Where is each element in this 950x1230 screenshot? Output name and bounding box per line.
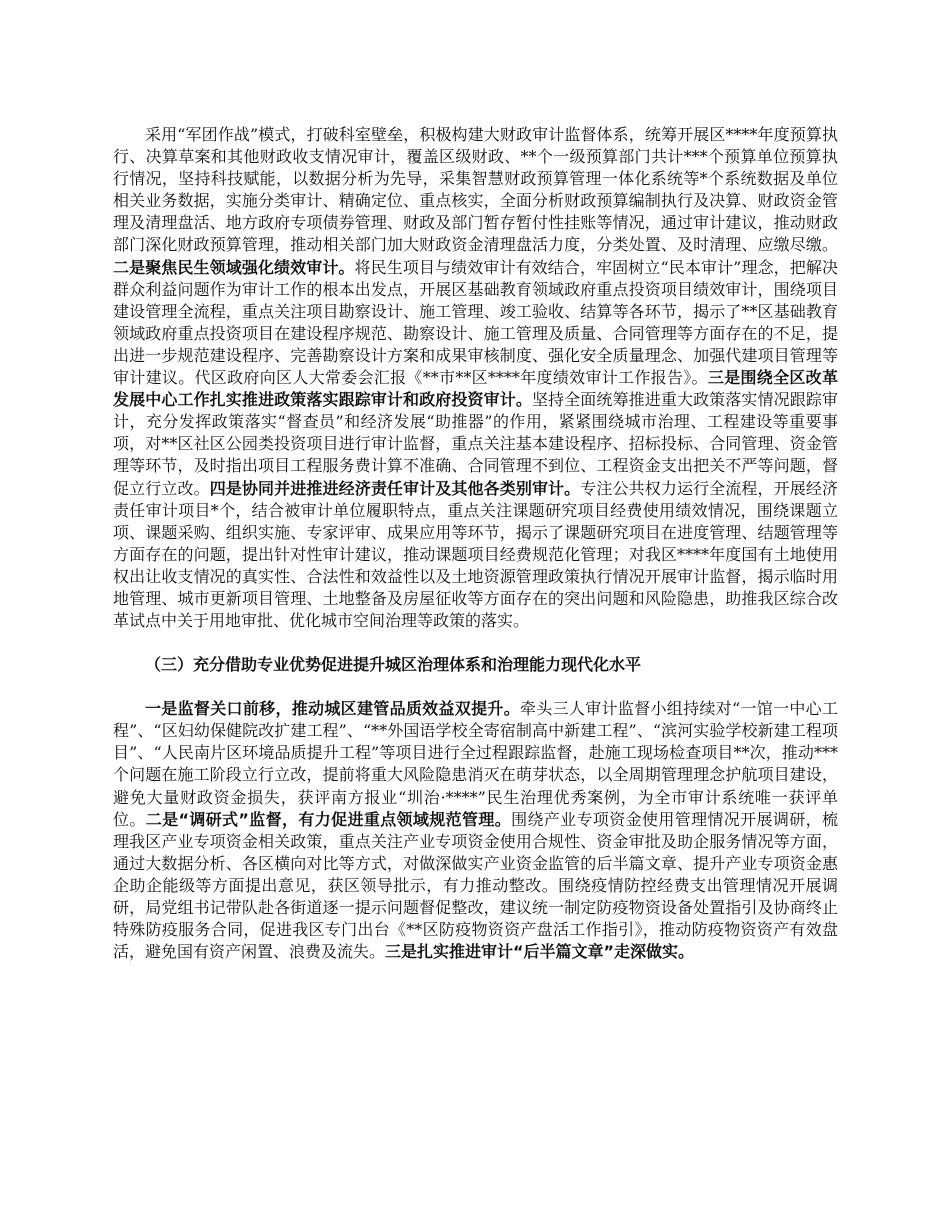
paragraph-text: 将民生项目与绩效审计有效结合，牢固树立“民本审计”理念，把解决群众利益问题作为审计工作的根本出发点，开展区基础教育领域政府重点投资项目绩效审计，围绕项目建设管理全流程，重点关注项目勘察设计、施工管理、竣工验收、结算等各环节，揭示了**区基础教育领域政府重点投资项目在建设程序规范、勘察设计、施工管理及质量、合同管理等方面存在的不足，提出进一步规范建设程序、完善勘察设计方案和成果审核制度、强化安全质量理念、加强代建项目管理等审计建议。代区政府向区人大常委会汇报《**市**区****年度绩效审计工作报告》。 <box>113 257 838 388</box>
paragraph-text: 围绕产业专项资金使用管理情况开展调研，梳理我区产业专项资金相关政策，重点关注产业专项资金使用合规性、资金审批及助企服务情况等方面，通过大数据分析、各区横向对比等方式，对做深做实产业资金监管的后半篇文章、提升产业专项资金惠企助企能级等方面提出意见，获区领导批示，有力推动整改。围绕疫情防控经费支出管理情况开展调研，局党组书记带队赴各街道逐一提示问题督促整改，建议统一制定防疫物资设备处置指引及协商终止特殊防疫服务合同，促进我区专门出台《**区防疫物资资产盘活工作指引》，推动防疫物资资产有效盘活，避免国有资产闲置、浪费及流失。 <box>113 809 838 962</box>
body-paragraph-governance <box>113 698 838 963</box>
bold-lead-follow-up-audit: 三是扎实推进审计“后半篇文章”走深做实。 <box>385 942 695 962</box>
bold-lead-livelihood-performance-audit: 二是聚焦民生领域强化绩效审计。 <box>113 257 355 277</box>
paragraph-text: 坚持全面统筹推进重大政策落实情况跟踪审计，充分发挥政策落实“督查员”和经济发展“助推器”的作用，紧紧围绕城市治理、工程建设等重要事项，对**区社区公园类投资项目进行审计监督，重点关注基本建设程序、招标投标、合同管理、资金管理等环节，及时指出项目工程服务费计算不准确、合同管理不到位、工程资金支出把关不严等问题，督促立行立改。 <box>113 390 838 498</box>
body-paragraph-audit-work <box>113 124 838 632</box>
paragraph-text: 牵头三人审计监督小组持续对“一馆一中心工程”、“区妇幼保健院改扩建工程”、“**外国语学校全寄宿制高中新建工程”、“滨河实验学校新建工程项目”、“人民南片区环境品质提升工程”等项目进行全过程跟踪监督，赴施工现场检查项目**次，推动***个问题在施工阶段立行立改，提前将重大风险隐患消灭在萌芽状态，以全周期管理理念护航项目建设，避免大量财政资金损失，获评南方报业“圳治·****”民生治理优秀案例，为全市审计系统唯一获评单位。 <box>113 699 838 829</box>
bold-lead-policy-tracking-audit: 三是围绕全区改革发展中心工作扎实推进政策落实跟踪审计和政府投资审计。 <box>113 368 838 410</box>
bold-lead-research-supervision: 二是“调研式”监督，有力促进重点领域规范管理。 <box>145 809 512 829</box>
bold-lead-supervision-forward: 一是监督关口前移，推动城区建管品质效益双提升。 <box>145 699 521 719</box>
bold-lead-economic-responsibility-audit: 四是协同并进推进经济责任审计及其他各类别审计。 <box>209 478 581 498</box>
paragraph-text: 采用“军团作战”模式，打破科室壁垒，积极构建大财政审计监督体系，统筹开展区****年度预算执行、决算草案和其他财政收支情况审计，覆盖区级财政、**个一级预算部门共计***个预算单位预算执行情况，坚持科技赋能，以数据分析为先导，采集智慧财政预算管理一体化系统等*个系统数据及单位相关业务数据，实施分类审计、精确定位、重点核实，全面分析财政预算编制执行及决算、财政资金管理及清理盘活、地方政府专项债券管理、财政及部门暂存暂付性挂账等情况，通过审计建议，推动财政部门深化财政预算管理，推动相关部门加大财政资金清理盘活力度，分类处置、及时清理、应缴尽缴。 <box>113 125 838 255</box>
section-heading-3: （三）充分借助专业优势促进提升城区治理体系和治理能力现代化水平 <box>145 655 642 675</box>
document-page <box>113 124 838 963</box>
paragraph-text: 专注公共权力运行全流程，开展经济责任审计项目*个，结合被审计单位履职特点，重点关注课题研究项目经费使用绩效情况，围绕课题立项、课题采购、组织实施、专家评审、成果应用等环节，揭示了课题研究项目在进度管理、结题管理等方面存在的问题，提出针对性审计建议，推动课题项目经费规范化管理；对我区****年度国有土地使用权出让收支情况的真实性、合法性和效益性以及土地资源管理政策执行情况开展审计监督，揭示临时用地管理、城市更新项目管理、土地整备及房屋征收等方面存在的突出问题和风险隐患，助推我区综合改革试点中关于用地审批、优化城市空间治理等政策的落实。 <box>113 478 838 631</box>
